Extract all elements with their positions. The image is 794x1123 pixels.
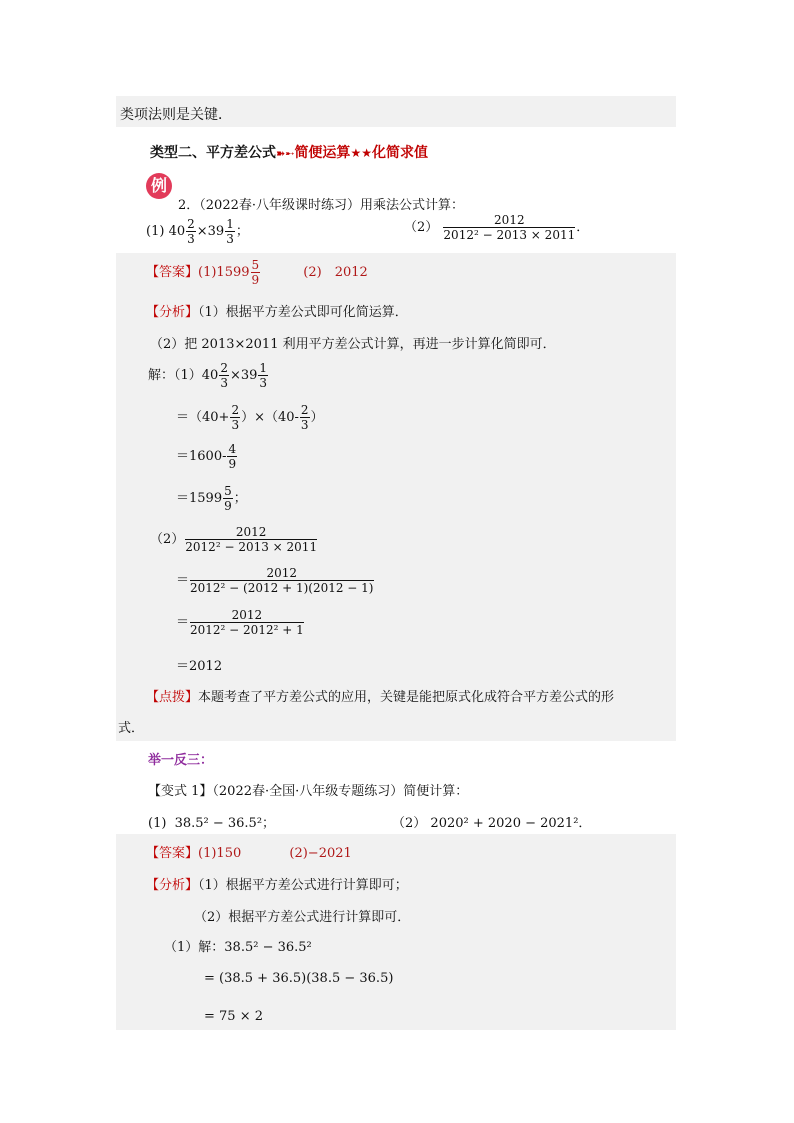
solution-part-2-step-1 xyxy=(176,567,375,594)
answer-label: 【答案】 xyxy=(146,265,199,280)
fraction-den: 9 xyxy=(228,457,237,471)
problem-2-end: ． xyxy=(576,220,590,235)
fraction-num: 5 xyxy=(251,258,260,272)
solution-part-2-label: （2） xyxy=(150,532,185,547)
practice-answer-label: 【答案】 xyxy=(146,846,199,861)
variant-problem-1-label: (1) xyxy=(148,816,167,831)
step-text: ； xyxy=(233,491,247,506)
variant-problem-1 xyxy=(148,812,275,831)
section-title: 类型二、平方差公式 xyxy=(150,145,276,161)
times-text: ×39 xyxy=(196,224,225,239)
variant-problem-2 xyxy=(392,812,591,831)
fraction xyxy=(251,259,261,286)
fraction-num: 2012 xyxy=(185,526,317,540)
step-text: ＝1599 xyxy=(176,491,223,506)
answer-2: (2) 2012 xyxy=(303,265,368,280)
fraction-den: 3 xyxy=(220,376,228,390)
fraction xyxy=(258,362,268,389)
top-line: 类项法则是关键． xyxy=(120,107,232,123)
fraction-den: 3 xyxy=(226,232,234,246)
section-sub1: 简便运算 xyxy=(294,145,351,161)
practice-analysis-2: （2）根据平方差公式进行计算即可． xyxy=(194,910,411,925)
analysis-line-2: （2）把 2013×2011 利用平方差公式计算，再进一步计算化简即可． xyxy=(150,337,556,352)
section-sub2: 化简求值 xyxy=(371,145,428,161)
section-heading xyxy=(150,142,428,162)
fraction-num: 2012 xyxy=(190,567,373,581)
fraction xyxy=(223,485,233,512)
solution-intro: 解：（1）40 xyxy=(148,368,219,383)
example-header: 2．（2022春·八年级课时练习）用乘法公式计算： xyxy=(178,198,464,213)
practice-solution-1 xyxy=(164,936,312,955)
practice-analysis-text-1: （1）根据平方差公式进行计算即可； xyxy=(198,878,408,893)
stars-icon: ★★ xyxy=(350,146,372,160)
step-text: ）×（40- xyxy=(241,410,299,425)
practice-analysis-label: 【分析】 xyxy=(146,878,199,893)
problem-1-label: (1) xyxy=(146,224,165,239)
fraction-den: 2012² − (2012 + 1)(2012 − 1) xyxy=(190,581,374,595)
solution-part-2-step-2 xyxy=(176,609,305,636)
practice-analysis-1 xyxy=(146,874,408,893)
solution-line-1 xyxy=(148,362,269,389)
comment-line-2: 式． xyxy=(118,721,145,736)
analysis-text-1: （1）根据平方差公式即可化简运算． xyxy=(198,305,408,320)
fraction xyxy=(190,567,373,594)
answer-1: (1)1599 xyxy=(198,265,250,280)
fraction xyxy=(190,609,304,636)
fraction xyxy=(230,404,240,431)
fraction xyxy=(185,526,317,553)
fraction-den: 2012² − 2013 × 2011 xyxy=(443,228,576,242)
answer-line xyxy=(146,259,368,286)
practice-heading: 举一反三： xyxy=(148,753,214,768)
fraction-num: 2 xyxy=(187,217,195,231)
practice-solution-expr: 38.5² − 36.5² xyxy=(224,940,312,955)
fraction-num: 2012 xyxy=(190,609,304,623)
practice-solution-step-2: = 75 × 2 xyxy=(204,1009,263,1024)
fraction xyxy=(186,218,196,245)
fraction-den: 3 xyxy=(259,376,268,390)
analysis-label: 【分析】 xyxy=(146,305,199,320)
fraction-num: 2 xyxy=(300,403,309,417)
variant-text: （2022春·全国·八年级专题练习）简便计算： xyxy=(212,784,469,799)
fraction-den: 9 xyxy=(251,273,260,287)
practice-solution-step-1: = (38.5 + 36.5)(38.5 − 36.5) xyxy=(204,971,394,986)
equals: ＝ xyxy=(176,615,190,630)
variant-problem-2-expr: 2020² + 2020 − 2021²． xyxy=(430,816,592,831)
analysis-line-1 xyxy=(146,301,408,320)
equals: ＝ xyxy=(176,573,190,588)
variant-problem-1-expr: 38.5² − 36.5²； xyxy=(174,816,276,831)
fraction xyxy=(443,214,575,241)
fraction-num: 5 xyxy=(224,484,232,498)
fraction xyxy=(300,404,310,431)
problem-2 xyxy=(404,214,589,241)
fraction-den: 3 xyxy=(231,418,240,432)
comment-line-1 xyxy=(146,686,614,705)
fraction xyxy=(219,362,229,389)
practice-answer xyxy=(146,842,352,861)
practice-answer-1: (1)150 xyxy=(198,846,242,861)
variant-line xyxy=(148,780,468,799)
fraction-den: 9 xyxy=(224,499,232,513)
step-text: ＝（40+ xyxy=(176,410,230,425)
fraction-num: 4 xyxy=(228,442,237,456)
step-text: ＝1600- xyxy=(176,449,227,464)
step-text: ） xyxy=(310,410,324,425)
problem-2-label: （2） xyxy=(404,220,439,235)
solution-part-2-step-3: ＝2012 xyxy=(176,659,223,674)
fraction-den: 3 xyxy=(187,232,195,246)
solution-step-4 xyxy=(176,485,247,512)
fraction-den: 2012² − 2012² + 1 xyxy=(190,623,304,637)
comment-label: 【点拨】 xyxy=(146,690,199,705)
fraction-num: 1 xyxy=(226,217,234,231)
fraction-den: 2012² − 2013 × 2011 xyxy=(185,540,318,554)
fraction xyxy=(227,443,237,470)
problem-1 xyxy=(146,218,249,245)
comment-text: 本题考查了平方差公式的应用，关键是能把原式化成符合平方差公式的形 xyxy=(198,690,615,705)
fraction-num: 2012 xyxy=(443,214,575,228)
practice-solution-intro: （1）解： xyxy=(164,940,225,955)
mixed-whole: 40 xyxy=(168,224,186,239)
fraction-num: 1 xyxy=(259,361,268,375)
solution-step-3 xyxy=(176,443,238,470)
variant-label: 【变式 1】 xyxy=(148,784,213,799)
shade-practice-block xyxy=(116,834,676,1030)
solution-part-2 xyxy=(150,526,318,553)
problem-1-end: ； xyxy=(235,224,249,239)
fraction-num: 2 xyxy=(231,403,240,417)
variant-problem-2-label: （2） xyxy=(392,816,427,831)
arrows-icon: ➽➸ xyxy=(276,147,295,160)
practice-answer-2: (2)−2021 xyxy=(289,846,352,861)
solution-times: ×39 xyxy=(229,368,258,383)
fraction-num: 2 xyxy=(220,361,228,375)
fraction xyxy=(225,218,235,245)
solution-step-2 xyxy=(176,404,324,431)
example-badge-icon: 例 xyxy=(146,173,172,199)
fraction-den: 3 xyxy=(300,418,309,432)
